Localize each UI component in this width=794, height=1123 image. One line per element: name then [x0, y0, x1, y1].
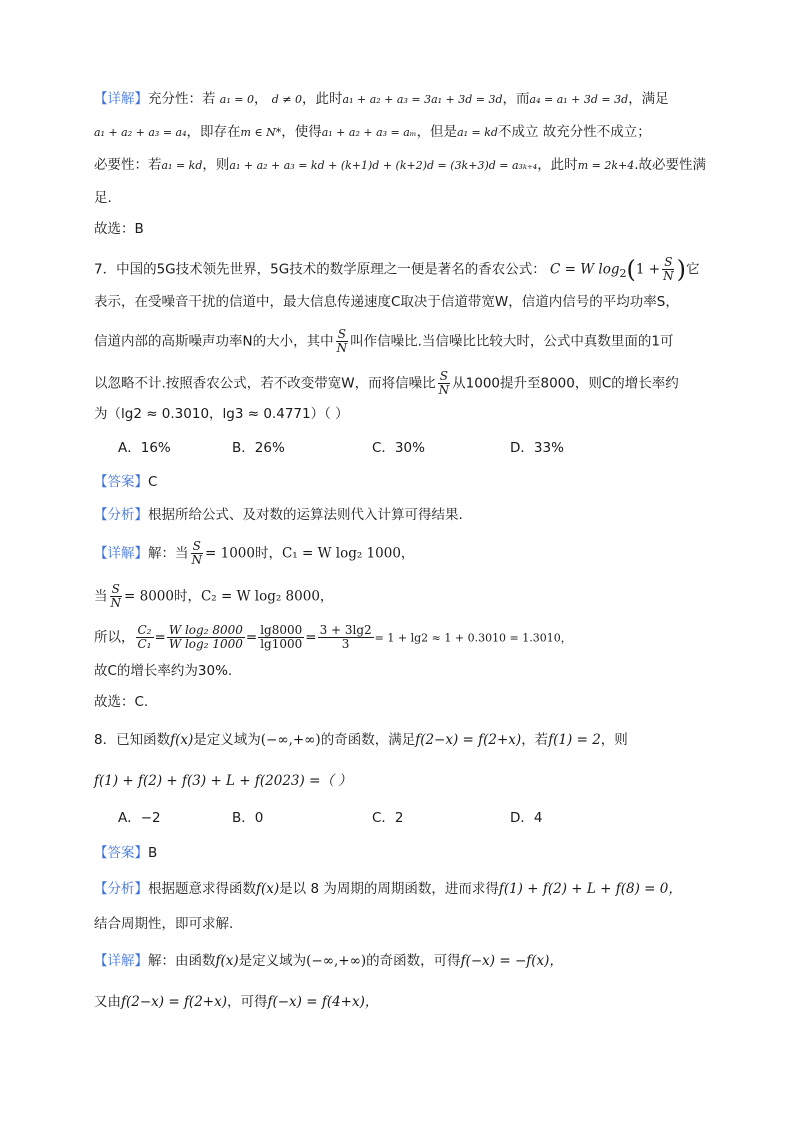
math: d ≠ 0	[271, 93, 303, 106]
q6-detail-line4: 足.	[94, 190, 112, 206]
s-over-n	[190, 540, 205, 567]
text: = 1000时，C₁ = W log₂ 1000，	[205, 545, 415, 562]
math: f(1) + f(2) + f(3) + L + f(2023) =（ ）	[94, 773, 352, 789]
s: S	[439, 369, 448, 383]
s: S	[664, 255, 673, 269]
q8-option-a: A．−2	[118, 810, 161, 826]
text: ，满足	[628, 91, 669, 107]
q7-stem-line5: 为（lg2 ≈ 0.3010，lg3 ≈ 0.4771）（ ）	[94, 406, 349, 422]
q6-detail-line3	[94, 155, 706, 176]
q8-option-c: C．2	[372, 810, 404, 826]
lg8000: lg8000	[260, 623, 303, 637]
text: 又由	[94, 994, 121, 1010]
q8-detail-line1	[94, 951, 706, 971]
lg1000: lg1000	[260, 637, 303, 651]
q7-detail-line2	[94, 583, 706, 610]
text: 所以，	[94, 629, 135, 646]
text: ，即存在	[186, 124, 241, 140]
formula-sub: 2	[619, 267, 627, 281]
wlog1000: W log₂ 1000	[168, 637, 243, 651]
math: m ∈ N*	[240, 126, 282, 139]
s: S	[192, 539, 201, 553]
q7-choose: 故选：C.	[94, 694, 149, 710]
text: 不成立 故充分性不成立；	[497, 124, 651, 140]
math: a₄ = a₁ + 3d = 3d	[529, 93, 629, 106]
math: f(1) + f(2) + L + f(8) = 0，	[498, 881, 682, 897]
q7-option-a: A．16%	[118, 440, 171, 456]
lg2-fraction	[318, 624, 374, 651]
math: f(x)	[215, 953, 239, 969]
text: ，则	[600, 732, 628, 748]
math: a₁ = kd	[457, 126, 498, 139]
q7-stem-line2: 表示，在受噪音干扰的信道中，最大信息传递速度C取决于信道带宽W，信道内信号的平均功率S，	[94, 294, 679, 310]
formula-lhs: C = W log	[550, 261, 620, 278]
q8-option-d: D．4	[510, 810, 543, 826]
q7-stem-line1	[94, 256, 706, 284]
text: 是以 8 为周期的周期函数，进而求得	[279, 881, 499, 897]
text: = 8000时，C₂ = W log₂ 8000，	[124, 588, 334, 605]
math: f(x)	[170, 732, 194, 748]
analysis-text: 根据所给公式、及对数的运算法则代入计算可得结果.	[148, 507, 463, 523]
n: N	[191, 553, 202, 567]
text: 以忽略不计.按照香农公式，若不改变带宽W，而将信噪比	[94, 375, 436, 392]
q6-detail-line2	[94, 122, 706, 143]
q7-stem-line4	[94, 370, 706, 397]
text: 信道内部的高斯噪声功率N的大小，其中	[94, 333, 334, 350]
text: ，则	[202, 157, 230, 173]
q7-option-d: D．33%	[510, 440, 564, 456]
math: f(−x) = f(4+x)，	[267, 994, 379, 1010]
text: ，若	[521, 732, 549, 748]
math: a₁ = 0	[219, 93, 254, 106]
answer-label: 【答案】	[94, 845, 148, 861]
lg-fraction	[258, 624, 304, 651]
q7-detail-line1	[94, 540, 706, 567]
text: 是定义域为	[238, 953, 307, 969]
analysis-label: 【分析】	[94, 881, 148, 897]
text: = 1 + lg2 ≈ 1 + 0.3010 = 1.3010，	[374, 631, 572, 645]
wlog8000: W log₂ 8000	[168, 623, 243, 637]
text: 的奇函数，满足	[320, 732, 416, 748]
text: 的奇函数，可得	[366, 953, 461, 969]
paren-open: (	[626, 255, 636, 284]
math: a₁ + a₂ + a₃ = kd + (k+1)d + (k+2)d = (3k+3)d = a₃ₖ₊₄	[229, 159, 538, 172]
s: S	[111, 582, 120, 596]
text: 解：当	[148, 545, 189, 562]
math: f(2−x) = f(2+x)	[415, 732, 522, 748]
q8-option-b: B．0	[232, 810, 264, 826]
math: a₁ + a₂ + a₃ = 3a₁ + 3d = 3d	[342, 93, 503, 106]
text: ，使得	[281, 124, 322, 140]
text: 叫作信噪比.当信噪比比较大时，公式中真数里面的1可	[350, 333, 674, 350]
q7-detail-line4: 故C的增长率约为30%.	[94, 663, 233, 679]
math: a₁ + a₂ + a₃ = aₘ	[321, 126, 417, 139]
c2-over-c1	[136, 624, 154, 651]
text: 从1000提升至8000，则C的增长率约	[452, 375, 679, 392]
f3-num: 3 + 3lg2	[319, 623, 372, 637]
s-over-n	[335, 328, 350, 355]
c1: C₁	[137, 637, 152, 651]
q7-detail-line3: 所以， $\frac{\text{C₂}}{\text{C₁}}$ = $\frac{\text{W log₂ 8000}}{\text{W log₂ 1000}}$ = $\frac{\lg 8000}{\lg 1000}$ = $\frac{3 + 3\lg 2}{3}$ = 1 + lg2 ≈ 1 + 0.3010 = 1.3010，	[94, 623, 572, 651]
wlog-fraction	[167, 624, 245, 651]
text: ，此时	[302, 91, 343, 107]
formula-one: 1 +	[635, 261, 661, 278]
answer-value: C	[148, 474, 158, 490]
s-over-n	[437, 370, 452, 397]
f3-den: 3	[341, 637, 350, 651]
q6-detail-line1: 【详解】充分性：若 a₁ = 0， d ≠ 0，此时a₁ + a₂ + a₃ = 3a₁ + 3d = 3d，而a₄ = a₁ + 3d = 3d，满足	[94, 91, 669, 107]
s-over-n	[109, 583, 124, 610]
q7-stem-line3	[94, 328, 706, 355]
c2: C₂	[137, 623, 152, 637]
n: N	[663, 269, 674, 283]
detail-label: 【详解】	[94, 91, 148, 107]
text: 充分性：若	[148, 91, 216, 107]
q8-stem-line2	[94, 771, 706, 791]
text: 8．已知函数	[94, 732, 171, 748]
text: .故必要性满	[634, 157, 707, 173]
n: N	[110, 596, 121, 610]
math: f(x)	[256, 881, 280, 897]
text: 7．中国的5G技术领先世界，5G技术的数学原理之一便是著名的香农公式：	[94, 261, 546, 278]
answer-label: 【答案】	[94, 474, 148, 490]
q8-answer	[94, 843, 706, 863]
text: 当	[94, 588, 108, 605]
math: m = 2k+4	[577, 159, 635, 172]
s: S	[337, 327, 346, 341]
math: f(2−x) = f(2+x)	[121, 994, 227, 1010]
text: 是定义域为	[193, 732, 261, 748]
text: ，可得	[226, 994, 268, 1010]
math: a₁ = kd	[161, 159, 203, 172]
text: 解：由函数	[148, 953, 216, 969]
q7-analysis	[94, 505, 706, 525]
q7-answer	[94, 472, 706, 492]
q7-option-b: B．26%	[232, 440, 285, 456]
text: ，此时	[537, 157, 578, 173]
q8-detail-line2	[94, 992, 706, 1012]
q7-option-c: C．30%	[372, 440, 425, 456]
answer-value: B	[148, 845, 158, 861]
text: 根据题意求得函数	[148, 881, 256, 897]
math: (−∞,+∞)	[260, 732, 321, 748]
detail-label: 【详解】	[94, 545, 148, 562]
q6-choose: 故选：B	[94, 221, 144, 237]
text: ，而	[502, 91, 530, 107]
text: ，但是	[416, 124, 458, 140]
q8-analysis-line1	[94, 879, 706, 899]
math: (−∞,+∞)	[306, 953, 367, 969]
math: a₁ + a₂ + a₃ = a₄	[94, 126, 187, 139]
text: 必要性：若	[94, 157, 162, 173]
q8-stem-line1	[94, 730, 706, 750]
s-over-n	[661, 256, 676, 283]
text: 它	[685, 261, 700, 278]
paren-close: )	[676, 255, 686, 284]
detail-label: 【详解】	[94, 953, 148, 969]
q8-analysis-line2: 结合周期性，即可求解.	[94, 916, 234, 932]
math: f(−x) = −f(x)，	[460, 953, 563, 969]
analysis-label: 【分析】	[94, 507, 148, 523]
math: f(1) = 2	[548, 732, 601, 748]
n: N	[438, 383, 450, 397]
n: N	[336, 341, 348, 355]
